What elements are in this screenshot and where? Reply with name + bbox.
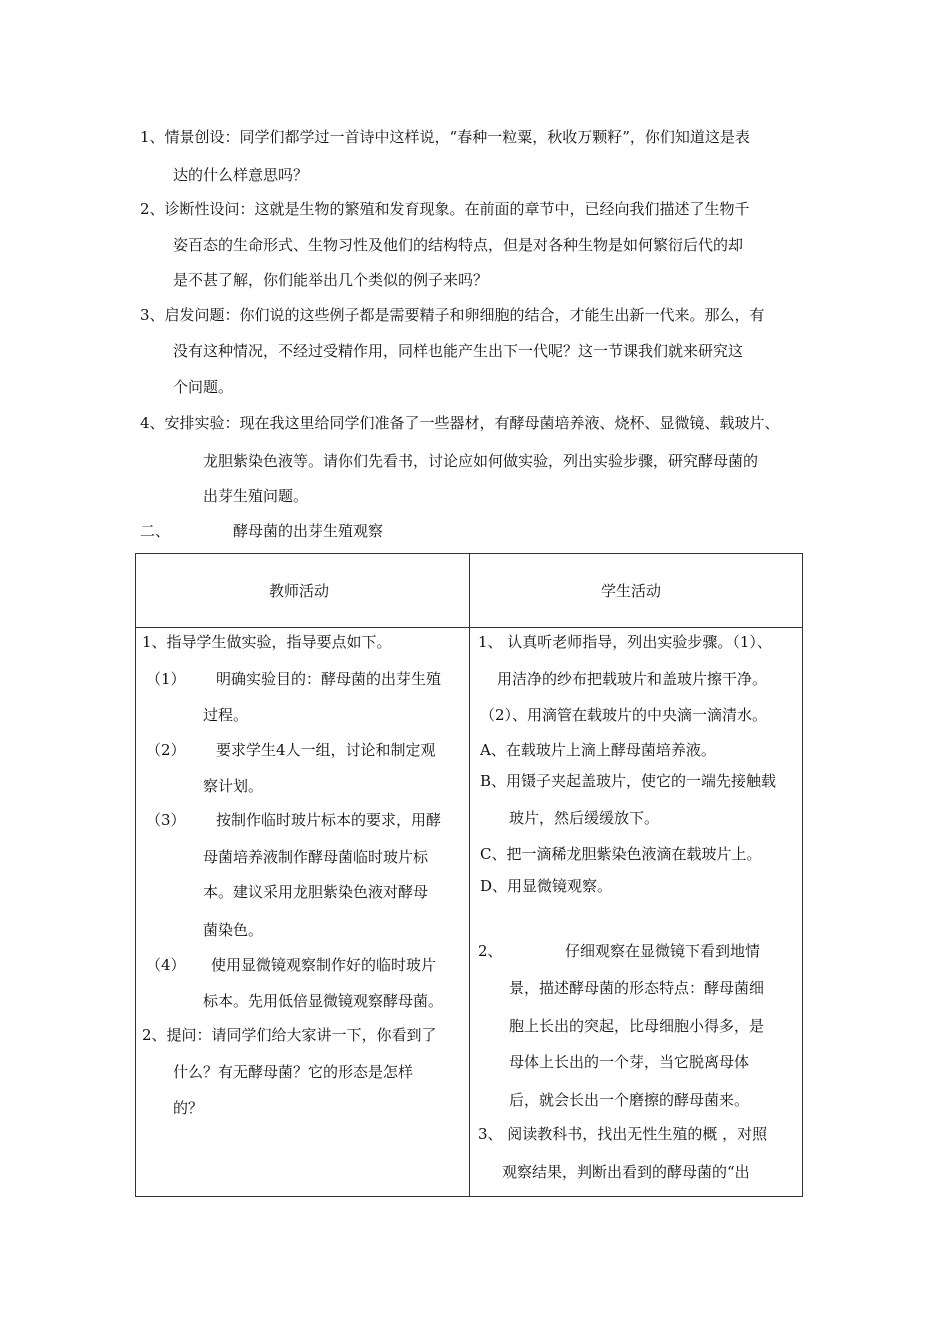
intro-line: 4、安排实验：现在我这里给同学们准备了一些器材，有酵母菌培养液、烧杯、显微镜、载玻片、 [140, 414, 780, 432]
student-line: B、用镊子夹起盖玻片，使它的一端先接触载 [480, 772, 777, 790]
teacher-line: 使用显微镜观察制作好的临时玻片 [211, 956, 437, 974]
teacher-line: 2、提问：请同学们给大家讲一下，你看到了 [142, 1026, 437, 1044]
student-line: C、把一滴稀龙胆紫染色液滴在载玻片上。 [480, 845, 762, 863]
teacher-line: （3） [146, 811, 186, 829]
teacher-line: 菌染色。 [203, 921, 264, 939]
student-line: 后，就会长出一个磨擦的酵母菌来。 [509, 1091, 750, 1109]
table-column-divider [469, 553, 470, 1197]
student-line: 用洁净的纱布把载玻片和盖玻片擦干净。 [497, 670, 768, 688]
intro-line: 达的什么样意思吗？ [173, 166, 309, 184]
intro-line: 1、情景创设：同学们都学过一首诗中这样说，“春种一粒粟，秋收万颗籽”，你们知道这是表 [140, 128, 750, 146]
student-line: 母体上长出的一个芽，当它脱离母体 [509, 1053, 750, 1071]
teacher-line: 标本。先用低倍显微镜观察酵母菌。 [203, 992, 444, 1010]
intro-line: 个问题。 [173, 378, 234, 396]
student-line: 景，描述酵母菌的形态特点：酵母菌细 [509, 979, 765, 997]
student-line: 3、 阅读教科书，找出无性生殖的概 ，对照 [478, 1125, 768, 1143]
intro-line: 2、诊断性设问：这就是生物的繁殖和发育现象。在前面的章节中，已经向我们描述了生物千 [140, 200, 750, 218]
student-line: 观察结果，判断出看到的酵母菌的“出 [502, 1163, 750, 1181]
teacher-line: （1） [146, 670, 186, 688]
teacher-line: 察计划。 [203, 777, 264, 795]
teacher-line: 的？ [173, 1099, 204, 1117]
teacher-line: 什么？有无酵母菌？它的形态是怎样 [173, 1063, 414, 1081]
student-line: A、在载玻片上滴上酵母菌培养液。 [480, 741, 716, 759]
student-line: （2）、用滴管在载玻片的中央滴一滴清水。 [480, 706, 768, 724]
section-number: 二、 [140, 522, 171, 540]
student-line: 2、 [478, 942, 503, 960]
teacher-line: 明确实验目的：酵母菌的出芽生殖 [216, 670, 442, 688]
intro-line: 龙胆紫染色液等。请你们先看书，讨论应如何做实验，列出实验步骤，研究酵母菌的 [203, 452, 759, 470]
teacher-line: 按制作临时玻片标本的要求，用酵 [216, 811, 442, 829]
intro-line: 3、启发问题：你们说的这些例子都是需要精子和卵细胞的结合，才能生出新一代来。那么，有 [140, 306, 765, 324]
teacher-header: 教师活动 [269, 582, 330, 600]
student-header: 学生活动 [601, 582, 662, 600]
student-line: D、用显微镜观察。 [480, 877, 613, 895]
table-header-divider [135, 627, 803, 628]
teacher-line: （4） [146, 956, 186, 974]
teacher-line: （2） [146, 741, 186, 759]
teacher-line: 过程。 [203, 706, 249, 724]
teacher-line: 1、指导学生做实验，指导要点如下。 [142, 633, 392, 651]
student-line: 胞上长出的突起，比母细胞小得多，是 [509, 1017, 765, 1035]
teacher-line: 母菌培养液制作酵母菌临时玻片标 [203, 848, 429, 866]
student-line: 仔细观察在显微镜下看到地情 [565, 942, 761, 960]
student-line: 玻片，然后缓缓放下。 [509, 809, 660, 827]
intro-line: 没有这种情况，不经过受精作用，同样也能产生出下一代呢？这一节课我们就来研究这 [173, 342, 744, 360]
teacher-line: 要求学生4人一组，讨论和制定观 [216, 741, 436, 759]
section-title: 酵母菌的出芽生殖观察 [233, 522, 384, 540]
teacher-line: 本。建议采用龙胆紫染色液对酵母 [203, 883, 429, 901]
student-line: 1、 认真听老师指导，列出实验步骤。（1）、 [478, 633, 772, 651]
intro-line: 出芽生殖问题。 [203, 487, 309, 505]
intro-line: 是不甚了解，你们能举出几个类似的例子来吗？ [173, 271, 489, 289]
intro-line: 姿百态的生命形式、生物习性及他们的结构特点，但是对各种生物是如何繁衍后代的却 [173, 236, 744, 254]
